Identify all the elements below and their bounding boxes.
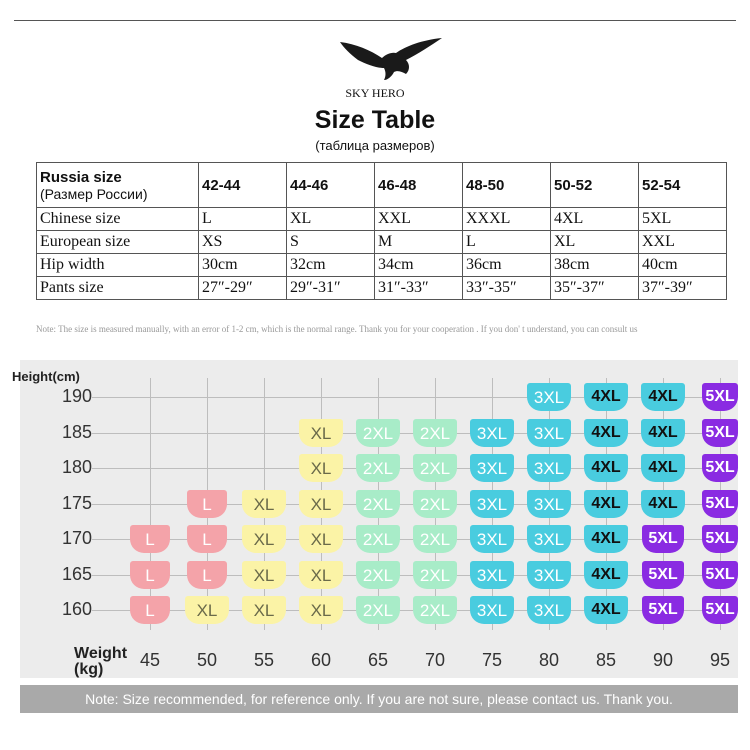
size-cell: L [130,596,170,624]
size-cell: 2XL [413,596,457,624]
table-cell: XL [287,208,375,231]
weight-tick-label: 85 [595,650,617,670]
size-cell: XL [242,596,286,624]
height-tick-label: 165 [61,564,92,584]
size-cell: L [130,561,170,589]
table-cell: 29″-31″ [287,277,375,300]
russia-size-label: Russia size [40,168,122,186]
table-cell: 32cm [287,254,375,277]
size-cell: 3XL [527,561,571,589]
size-cell: 2XL [356,525,400,553]
size-cell: 5XL [642,596,684,624]
table-cell: M [375,231,463,254]
size-cell: XL [299,454,343,482]
page-subtitle: (таблица размеров) [315,138,435,153]
height-axis-title: Height(cm) [12,369,80,384]
weight-tick-label: 70 [424,650,446,670]
height-tick-label: 160 [61,599,92,619]
table-cell: 30cm [199,254,287,277]
height-tick-label: 175 [61,493,92,513]
size-cell: XL [299,596,343,624]
size-cell: XL [299,525,343,553]
page-title: Size Table [314,106,436,134]
weight-axis-title [74,646,127,678]
size-cell: 5XL [642,525,684,553]
size-cell: 3XL [470,454,514,482]
table-cell: 4XL [551,208,639,231]
size-cell: 3XL [527,490,571,518]
size-cell: 5XL [702,454,738,482]
table-cell: 37″-39″ [639,277,727,300]
table-cell: 34cm [375,254,463,277]
size-cell: 3XL [470,419,514,447]
weight-tick-label: 45 [139,650,161,670]
table-cell: 35″-37″ [551,277,639,300]
height-tick-label: 180 [61,457,92,477]
size-cell: XL [242,561,286,589]
size-cell: 3XL [527,419,571,447]
size-cell: 2XL [356,561,400,589]
weight-tick-label: 90 [652,650,674,670]
table-cell: XS [199,231,287,254]
height-tick-label: 185 [61,422,92,442]
size-cell: 2XL [356,596,400,624]
measurement-note: Note: The size is measured manually, with an error of 1-2 cm, which is the normal range. Thank you for your cooperation . If you don' t understand, you can consult us [36,324,638,334]
row-label: Chinese size [37,208,199,231]
size-cell: L [187,561,227,589]
size-cell: 4XL [641,383,685,411]
size-cell: 5XL [702,596,738,624]
size-cell: XL [299,490,343,518]
size-cell: L [187,490,227,518]
size-cell: 5XL [702,561,738,589]
row-label: Hip width [37,254,199,277]
size-cell: 2XL [356,490,400,518]
weight-tick-label: 65 [367,650,389,670]
size-cell: 4XL [584,454,628,482]
size-cell: 3XL [527,596,571,624]
weight-tick-label: 80 [538,650,560,670]
size-cell: L [130,525,170,553]
size-cell: 4XL [641,490,685,518]
size-cell: 2XL [413,454,457,482]
row-label: European size [37,231,199,254]
table-cell: 36cm [463,254,551,277]
size-cell: XL [242,525,286,553]
size-cell: 2XL [356,419,400,447]
height-tick-label: 190 [61,386,92,406]
weight-tick-label: 55 [253,650,275,670]
size-cell: 3XL [527,454,571,482]
size-cell: 3XL [470,525,514,553]
size-cell: 2XL [413,419,457,447]
table-cell: XL [551,231,639,254]
height-tick-label: 170 [61,528,92,548]
weight-tick-label: 75 [481,650,503,670]
size-cell: 5XL [702,419,738,447]
size-cell: 4XL [584,419,628,447]
recommendation-note: Note: Size recommended, for reference only. If you are not sure, please contact us. Thank you. [20,685,738,713]
size-cell: 2XL [356,454,400,482]
size-cell: XL [299,561,343,589]
size-cell: L [187,525,227,553]
size-cell: 4XL [584,490,628,518]
size-cell: 5XL [702,525,738,553]
table-cell: 27″-29″ [199,277,287,300]
russia-size-cell: 50-52 [551,163,639,208]
size-cell: 5XL [702,490,738,518]
russia-size-cell: 48-50 [463,163,551,208]
size-cell: 4XL [641,454,685,482]
table-cell: 40cm [639,254,727,277]
table-cell: 33″-35″ [463,277,551,300]
size-cell: 2XL [413,490,457,518]
size-cell: 3XL [527,383,571,411]
size-cell: 3XL [470,490,514,518]
size-cell: 3XL [470,561,514,589]
size-cell: 3XL [527,525,571,553]
size-cell: 4XL [641,419,685,447]
size-cell: 4XL [584,561,628,589]
brand-name: SKY HERO [345,86,405,100]
weight-axis-title-line1: Weight [74,645,128,662]
size-cell: 2XL [413,561,457,589]
russia-size-cell: 42-44 [199,163,287,208]
size-cell: 5XL [642,561,684,589]
row-label: Pants size [37,277,199,300]
size-cell: 4XL [584,596,628,624]
size-cell: 4XL [584,525,628,553]
table-cell: 38cm [551,254,639,277]
weight-axis-title-line2: (kg) [74,661,104,678]
russia-size-cell: 44-46 [287,163,375,208]
russia-size-sublabel: (Размер России) [40,185,148,202]
size-cell: 3XL [470,596,514,624]
size-cell: 4XL [584,383,628,411]
table-cell: 31″-33″ [375,277,463,300]
size-cell: XL [185,596,229,624]
size-cell: XL [242,490,286,518]
size-cell: XL [299,419,343,447]
weight-tick-label: 95 [709,650,731,670]
table-cell: S [287,231,375,254]
size-cell: 2XL [413,525,457,553]
weight-tick-label: 60 [310,650,332,670]
table-cell: XXXL [463,208,551,231]
size-cell: 5XL [702,383,738,411]
russia-size-cell: 52-54 [639,163,727,208]
table-cell: L [199,208,287,231]
table-cell: XXL [375,208,463,231]
weight-tick-label: 50 [196,650,218,670]
table-cell: 5XL [639,208,727,231]
russia-size-cell: 46-48 [375,163,463,208]
table-cell: XXL [639,231,727,254]
table-cell: L [463,231,551,254]
